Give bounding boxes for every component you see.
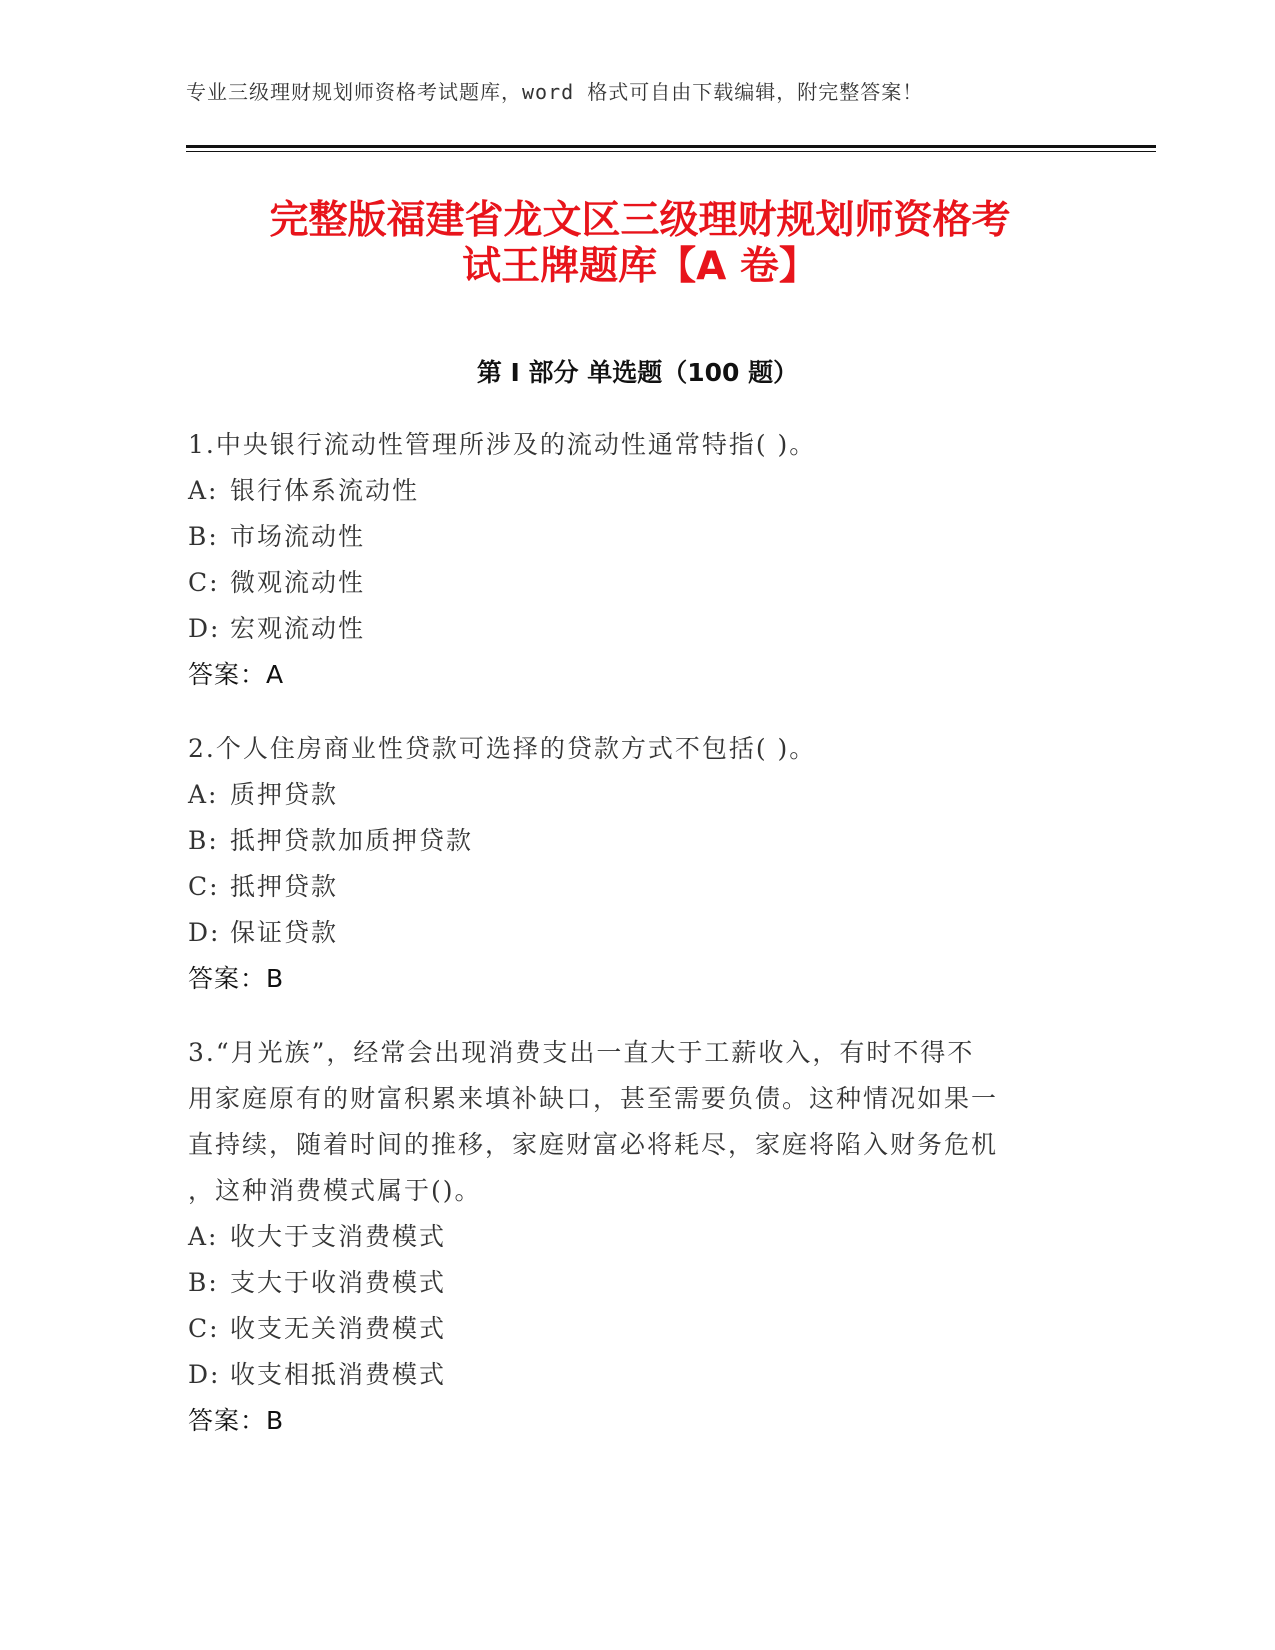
option-text: 保证贷款 [230,918,339,947]
option-text: 收大于支消费模式 [230,1222,447,1251]
question-1 [188,422,1068,698]
header-divider-thick [186,145,1156,148]
option-text: 抵押贷款 [230,872,339,901]
title-line-2: 试王牌题库【A 卷】 [462,244,818,289]
title-line-1: 完整版福建省龙文区三级理财规划师资格考 [269,198,1011,243]
option-label: B: [188,1268,219,1297]
question-2 [188,726,1068,1002]
section-heading: 第 I 部分 单选题（100 题） [476,358,799,387]
option-label: B: [188,826,219,855]
option-text: 质押贷款 [230,780,339,809]
option-label: C: [188,568,220,597]
answer: 答案：B [188,964,285,993]
option-label: A: [188,1222,219,1251]
question-stem-line: ，这种消费模式属于()。 [188,1176,482,1205]
option-c [188,864,1068,910]
option-label: A: [188,476,219,505]
option-text: 收支无关消费模式 [230,1314,447,1343]
option-label: D: [188,614,221,643]
option-label: C: [188,872,220,901]
document-title [150,198,1130,290]
option-c [188,560,1068,606]
option-label: B: [188,522,219,551]
option-text: 市场流动性 [230,522,366,551]
question-stem: 2.个人住房商业性贷款可选择的贷款方式不包括( )。 [188,734,817,763]
option-d [188,910,1068,956]
option-label: C: [188,1314,220,1343]
question-stem: 1.中央银行流动性管理所涉及的流动性通常特指( )。 [188,430,817,459]
answer: 答案：B [188,1406,285,1435]
option-a [188,772,1068,818]
option-label: D: [188,918,221,947]
option-text: 宏观流动性 [230,614,366,643]
option-text: 支大于收消费模式 [230,1268,447,1297]
option-b [188,1260,1068,1306]
option-b [188,818,1068,864]
option-d [188,1352,1068,1398]
option-text: 微观流动性 [230,568,366,597]
answer: 答案：A [188,660,285,689]
option-d [188,606,1068,652]
question-3 [188,1030,1068,1444]
option-label: D: [188,1360,221,1389]
option-b [188,514,1068,560]
option-text: 收支相抵消费模式 [230,1360,447,1389]
option-text: 抵押贷款加质押贷款 [230,826,474,855]
option-label: A: [188,780,219,809]
option-c [188,1306,1068,1352]
option-a [188,1214,1068,1260]
option-text: 银行体系流动性 [230,476,420,505]
question-stem-line: 3.“月光族”，经常会出现消费支出一直大于工薪收入，有时不得不 [188,1038,975,1067]
option-a [188,468,1068,514]
header-divider-thin [186,151,1156,152]
question-stem-line: 直持续，随着时间的推移，家庭财富必将耗尽，家庭将陷入财务危机 [188,1130,999,1159]
question-stem-line: 用家庭原有的财富积累来填补缺口，甚至需要负债。这种情况如果一 [188,1084,999,1113]
header-note: 专业三级理财规划师资格考试题库，word 格式可自由下载编辑，附完整答案！ [186,80,924,104]
